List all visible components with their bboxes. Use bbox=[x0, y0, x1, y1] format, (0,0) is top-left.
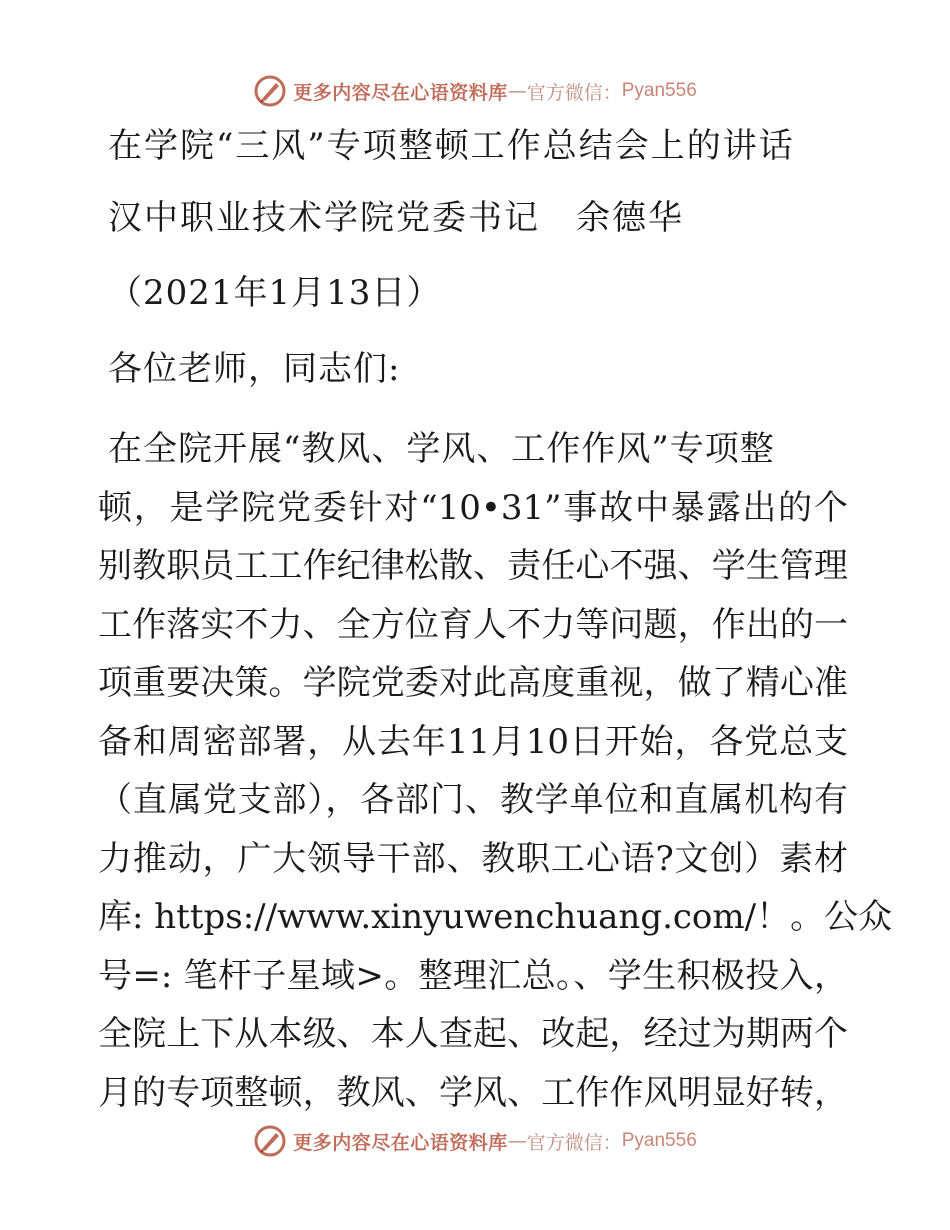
document-greeting: 各位老师，同志们: bbox=[108, 349, 401, 389]
document-date: （2021年1月13日） bbox=[108, 273, 442, 313]
paragraph-line: 工作落实不力、全方位育人不力等问题，作出的一 bbox=[98, 604, 848, 645]
paragraph-line: 顿，是学院党委针对“10•31”事故中暴露出的个 bbox=[98, 487, 848, 528]
watermark-wechat-id: Pyan556 bbox=[621, 1130, 697, 1151]
document-title: 在学院“三风”专项整顿工作总结会上的讲话 bbox=[108, 126, 795, 166]
body-paragraph bbox=[98, 420, 893, 1122]
watermark-brand: 更多内容尽在心语资料库 bbox=[293, 81, 508, 104]
document-author: 汉中职业技术学院党委书记 余德华 bbox=[108, 198, 684, 238]
watermark-banner-bottom bbox=[0, 1121, 950, 1161]
watermark-brand: 更多内容尽在心语资料库 bbox=[293, 1131, 508, 1154]
paragraph-line: 力推动，广大领导干部、教职工心语?文创）素材 bbox=[98, 838, 848, 879]
watermark-wechat-id: Pyan556 bbox=[621, 80, 697, 101]
paragraph-line: 在全院开展“教风、学风、工作作风”专项整 bbox=[108, 429, 775, 469]
quill-pen-logo-icon bbox=[253, 74, 287, 108]
paragraph-line: 全院上下从本级、本人查起、改起，经过为期两个 bbox=[98, 1014, 848, 1054]
watermark-wechat-label: 官方微信： bbox=[526, 81, 622, 104]
paragraph-line: 项重要决策。学院党委对此高度重视，做了精心准 bbox=[98, 663, 848, 703]
watermark-separator: — bbox=[507, 1130, 527, 1152]
watermark-separator: — bbox=[507, 80, 527, 102]
paragraph-line: （直属党支部），各部门、教学单位和直属机构有 bbox=[98, 780, 848, 820]
watermark-banner-top bbox=[0, 71, 950, 111]
paragraph-line: 号=: 笔杆子星域>。整理汇总。、学生积极投入， bbox=[98, 955, 848, 996]
paragraph-line: 别教职员工工作纪律松散、责任心不强、学生管理 bbox=[98, 546, 848, 586]
paragraph-line: 备和周密部署，从去年11月10日开始，各党总支 bbox=[98, 721, 848, 762]
paragraph-line: 月的专项整顿，教风、学风、工作作风明显好转， bbox=[98, 1072, 848, 1113]
watermark-wechat-label: 官方微信： bbox=[526, 1131, 622, 1154]
quill-pen-logo-icon bbox=[253, 1124, 287, 1158]
paragraph-line: 库: https://www.xinyuwenchuang.com/！。公众 bbox=[98, 897, 893, 937]
